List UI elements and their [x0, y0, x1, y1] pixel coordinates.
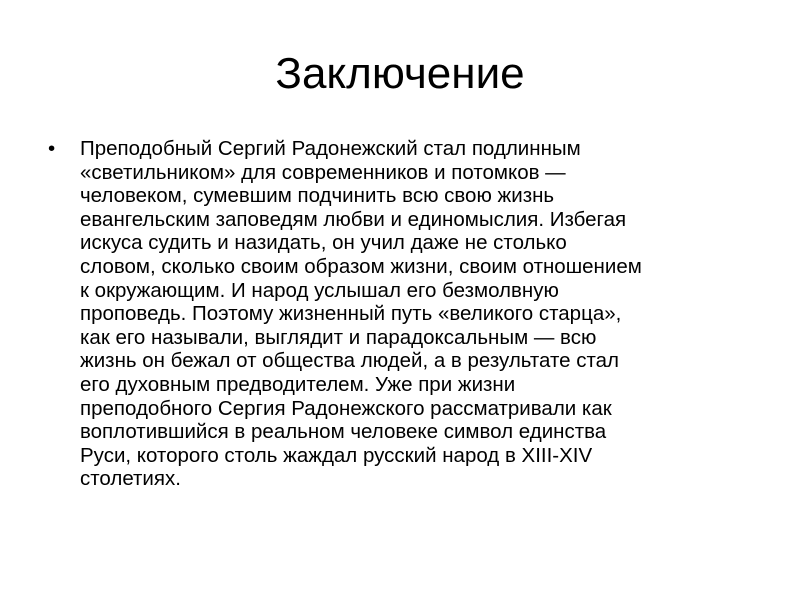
bullet-text-line: воплотившийся в реальном человеке символ единства [80, 420, 607, 444]
bullet-text-line: Преподобный Сергий Радонежский стал подлинным [80, 137, 581, 160]
bullet-list [48, 137, 768, 491]
bullet-text-line: как его называли, выглядит и парадоксальным — всю [80, 325, 597, 349]
bullet-marker: • [48, 137, 56, 160]
bullet-text-line: человеком, сумевшим подчинить всю свою жизнь [80, 184, 555, 208]
bullet-text-line: столетиях. [80, 467, 181, 491]
bullet-text-line: проповедь. Поэтому жизненный путь «великого старца», [80, 302, 622, 326]
bullet-item [48, 137, 768, 491]
bullet-text-line: к окружающим. И народ услышал его безмолвную [80, 278, 559, 302]
bullet-text-line: искуса судить и назидать, он учил даже не столько [80, 231, 567, 255]
bullet-text-line: «светильником» для современников и потомков — [80, 160, 566, 184]
bullet-text-line: Руси, которого столь жаждал русский народ в XIII-XIV [80, 443, 593, 467]
bullet-text-line: жизнь он бежал от общества людей, а в результате стал [80, 349, 620, 373]
bullet-text-line: преподобного Сергия Радонежского рассматривали как [80, 396, 612, 420]
slide-title: Заключение [275, 49, 525, 98]
bullet-text-line: словом, сколько своим образом жизни, своим отношением [80, 254, 642, 278]
bullet-text-line: евангельским заповедям любви и единомыслия. Избегая [80, 207, 627, 231]
bullet-text-line: его духовным предводителем. Уже при жизни [80, 372, 516, 396]
